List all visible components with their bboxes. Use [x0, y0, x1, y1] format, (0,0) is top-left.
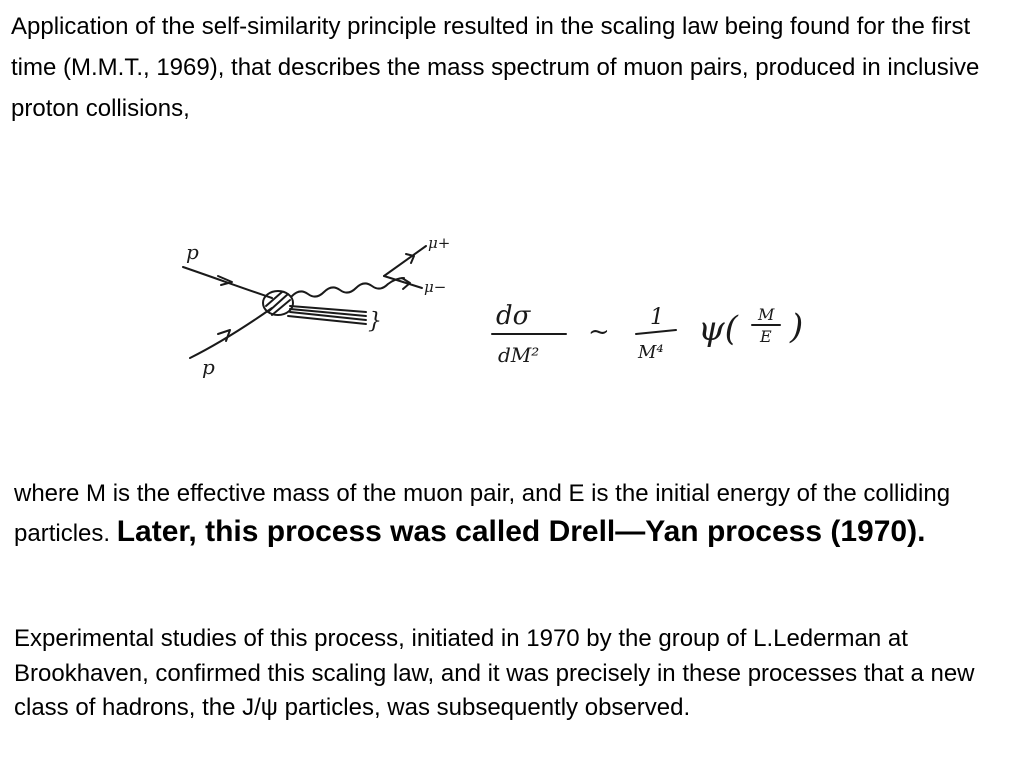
formula-close-paren: ): [790, 307, 804, 347]
muon-minus-label: μ−: [424, 278, 447, 296]
drell-yan-sketch: [0, 140, 1024, 460]
formula-rhs-numerator: 1: [650, 305, 664, 330]
formula-sim: ~: [588, 317, 610, 347]
experimental-paragraph: Experimental studies of this process, initiated in 1970 by the group of L.Lederman at Brookhaven, confirmed this scaling law, and it was precisely in these processes that a new class of hadrons, the J/ψ particles, was subsequently observed.: [14, 625, 975, 721]
formula-rhs-fraction-bar: [636, 330, 676, 334]
proton-line-bottom: [190, 308, 272, 358]
drell-yan-statement: Later, this process was called Drell—Yan process (1970).: [116, 515, 926, 548]
muon-plus-label: μ+: [428, 234, 451, 252]
scaling-law-formula: [492, 301, 803, 367]
remnant-lines: [288, 306, 366, 324]
formula-psi: ψ(: [698, 309, 738, 349]
definition-text: where M is the effective mass of the muon pair, and E is the initial energy of the colliding particles.: [14, 480, 951, 547]
proton-label-bottom: p: [202, 355, 215, 379]
formula-func-denominator: E: [760, 327, 772, 346]
blob-hatch: [266, 292, 290, 315]
formula-rhs-denominator: M⁴: [638, 342, 664, 363]
definition-paragraph: [14, 476, 1018, 552]
formula-func-numerator: M: [758, 305, 775, 324]
formula-lhs-denominator: dM²: [498, 343, 540, 367]
formula-lhs-numerator: dσ: [496, 301, 531, 331]
proton-label-top: p: [186, 240, 199, 264]
remnant-label: }: [368, 309, 382, 334]
intro-paragraph: Application of the self-similarity principle resulted in the scaling law being found for the first time (M.M.T., 1969), that describes the mass spectrum of muon pairs, produced in inclusive proton collisions,: [11, 13, 980, 122]
virtual-photon-line: [292, 278, 404, 297]
muon-plus-line: [384, 246, 426, 276]
